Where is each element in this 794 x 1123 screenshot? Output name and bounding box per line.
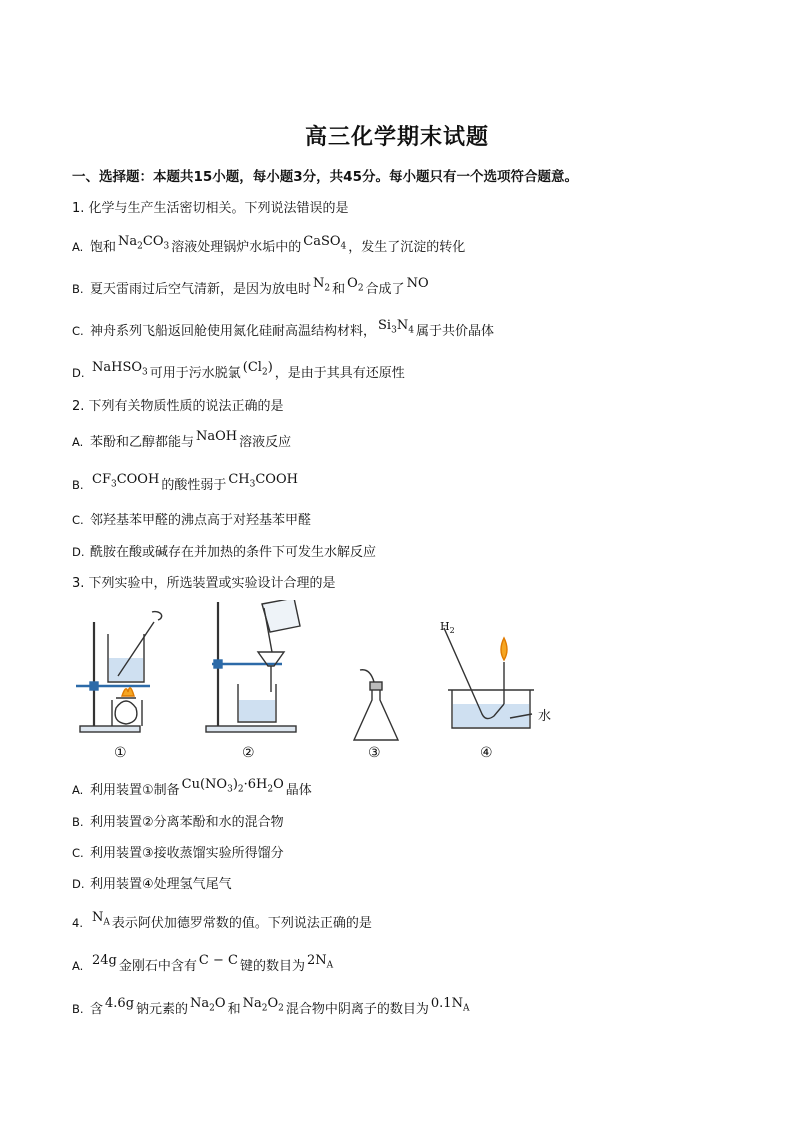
formula-cu-nitrate-hydrate: $Cu(NO_3)_2\cdot 6H_2O$ [181,777,284,795]
question-3-option-a[interactable]: A. 利用装置①制备 $Cu(NO_3)_2\cdot 6H_2O$ 晶体 [72,777,312,798]
question-1-stem: 1. 化学与生产生活密切相关。下列说法错误的是 [72,201,349,216]
apparatus-1-number: ① [114,745,127,761]
question-2-option-c[interactable]: C. 邻羟基苯甲醛的沸点高于对羟基苯甲醛 [72,513,312,528]
apparatus-4-number: ④ [480,745,493,761]
apparatus-2 [206,600,300,732]
section-heading: 一、选择题：本题共15小题，每小题3分，共45分。每小题只有一个选项符合题意。 [72,169,578,185]
question-2-option-d[interactable]: D. 酰胺在酸或碱存在并加热的条件下可发生水解反应 [72,545,377,560]
formula-na-avogadro: $N_A$ [92,910,110,928]
question-3-option-c[interactable]: C. 利用装置③接收蒸馏实验所得馏分 [72,846,284,861]
question-4-option-a[interactable]: A. 24g 金刚石中含有 C − C 键的数目为 $2N_A$ [72,953,334,974]
formula-naoh: NaOH [196,429,238,444]
apparatus-2-number: ② [242,745,255,761]
question-2-option-b[interactable]: B. $CF_3COOH$ 的酸性弱于 $CH_3COOH$ [72,472,298,493]
formula-24g: 24g [92,953,117,968]
water-label: 水 [538,709,552,724]
apparatus-3-number: ③ [368,745,381,761]
question-1-option-d[interactable]: D. NaHSO$_3$ 可用于污水脱氯 $(Cl_2)$ ，是由于其具有还原性 [72,360,405,381]
formula-ch3cooh: $CH_3COOH$ [228,472,298,490]
question-2-option-a[interactable]: A. 苯酚和乙醇都能与 NaOH 溶液反应 [72,429,292,450]
question-2-stem: 2. 下列有关物质性质的说法正确的是 [72,399,284,414]
formula-na2co3: $Na_2CO_3$ [118,234,170,252]
question-1-option-a[interactable]: A. 饱和 $Na_2CO_3$ 溶液处理锅炉水垢中的 CaSO$_4$ ，发生了沉淀的转化 [72,234,466,255]
formula-n2: $N_2$ [313,276,331,294]
formula-no: NO [406,276,429,291]
formula-na2o2: $Na_2O_2$ [242,996,284,1014]
formula-nahso3: NaHSO$_3$ [92,360,148,378]
formula-si3n4: $Si_3N_4$ [378,318,414,336]
formula-caso4: CaSO$_4$ [303,234,347,252]
formula-cf3cooh: $CF_3COOH$ [92,472,160,490]
page-title: 高三化学期末试题 [304,124,489,150]
question-3-option-d[interactable]: D. 利用装置④处理氢气尾气 [72,877,232,892]
question-3-stem: 3. 下列实验中，所选装置或实验设计合理的是 [72,576,336,591]
apparatus-figure [72,600,572,765]
formula-2na: $2N_A$ [306,953,334,971]
formula-4-6g: 4.6g [105,996,135,1011]
formula-o2: $O_2$ [347,276,364,294]
question-4-option-b[interactable]: B. 含 4.6g 钠元素的 $Na_2O$ 和 $Na_2O_2$ 混合物中阴离子的数目为 $0.1N_A$ [72,996,470,1017]
formula-na2o: $Na_2O$ [190,996,226,1014]
question-3-option-b[interactable]: B. 利用装置②分离苯酚和水的混合物 [72,815,284,830]
h2-label: $H_2$ [440,620,455,635]
apparatus-1 [76,612,162,732]
apparatus-4 [444,628,534,728]
formula-0-1na: $0.1N_A$ [430,996,470,1014]
question-1-option-c[interactable]: C. 神舟系列飞船返回舱使用氮化硅耐高温结构材料， $Si_3N_4$ 属于共价晶体 [72,318,494,339]
question-4-stem: 4. $N_A$ 表示阿伏加德罗常数的值。下列说法正确的是 [72,910,372,931]
formula-cl2: $(Cl_2)$ [242,360,273,378]
apparatus-3 [354,670,398,740]
formula-c-c-bond: C − C [198,953,238,968]
question-1-option-b[interactable]: B. 夏天雷雨过后空气清新，是因为放电时 $N_2$ 和 $O_2$ 合成了 NO [72,276,429,297]
